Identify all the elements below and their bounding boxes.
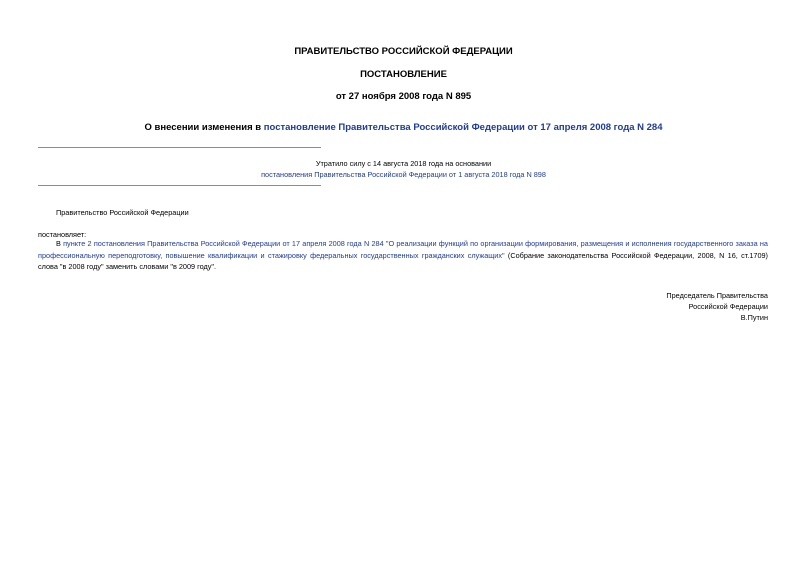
status-top-divider [38, 147, 321, 148]
title-prefix: О внесении изменения в [144, 122, 264, 133]
paragraph-start: В [56, 239, 64, 248]
document-type: ПОСТАНОВЛЕНИЕ [360, 69, 447, 80]
status-source-line [0, 170, 807, 179]
signature-position: Председатель Правительства [666, 291, 768, 300]
main-paragraph [38, 238, 768, 273]
document-title [0, 122, 807, 133]
government-name: ПРАВИТЕЛЬСТВО РОССИЙСКОЙ ФЕДЕРАЦИИ [294, 46, 513, 57]
repeal-document-link[interactable]: постановления Правительства Российской Федерации от 1 августа 2018 года N 898 [261, 170, 546, 179]
signature-name: В.Путин [740, 313, 768, 322]
status-line: Утратило силу с 14 августа 2018 года на основании [315, 159, 492, 168]
referenced-clause-link[interactable]: пункте 2 постановления Правительства Российской Федерации от 17 апреля 2008 года N 284 "О реализации функций по организации формирования, размещения и исполнения государственного заказа на профессиональную переподготовку, повышение квалификации и стажировку федеральных государственных гражданских служащих" [38, 239, 768, 260]
amended-document-link[interactable]: постановление Правительства Российской Федерации от 17 апреля 2008 года N 284 [263, 122, 663, 133]
signature-authority: Российской Федерации [688, 302, 768, 311]
resolves-text: постановляет: [38, 230, 87, 239]
status-bottom-divider [38, 185, 321, 186]
paragraph-end: (Собрание законодательства Российской Федерации, 2008, N 16, ст.1709) слова "в 2008 году" заменить словами "в 2009 году". [38, 250, 768, 271]
issuer-text: Правительство Российской Федерации [56, 208, 189, 217]
document-date-number: от 27 ноября 2008 года N 895 [335, 91, 472, 102]
